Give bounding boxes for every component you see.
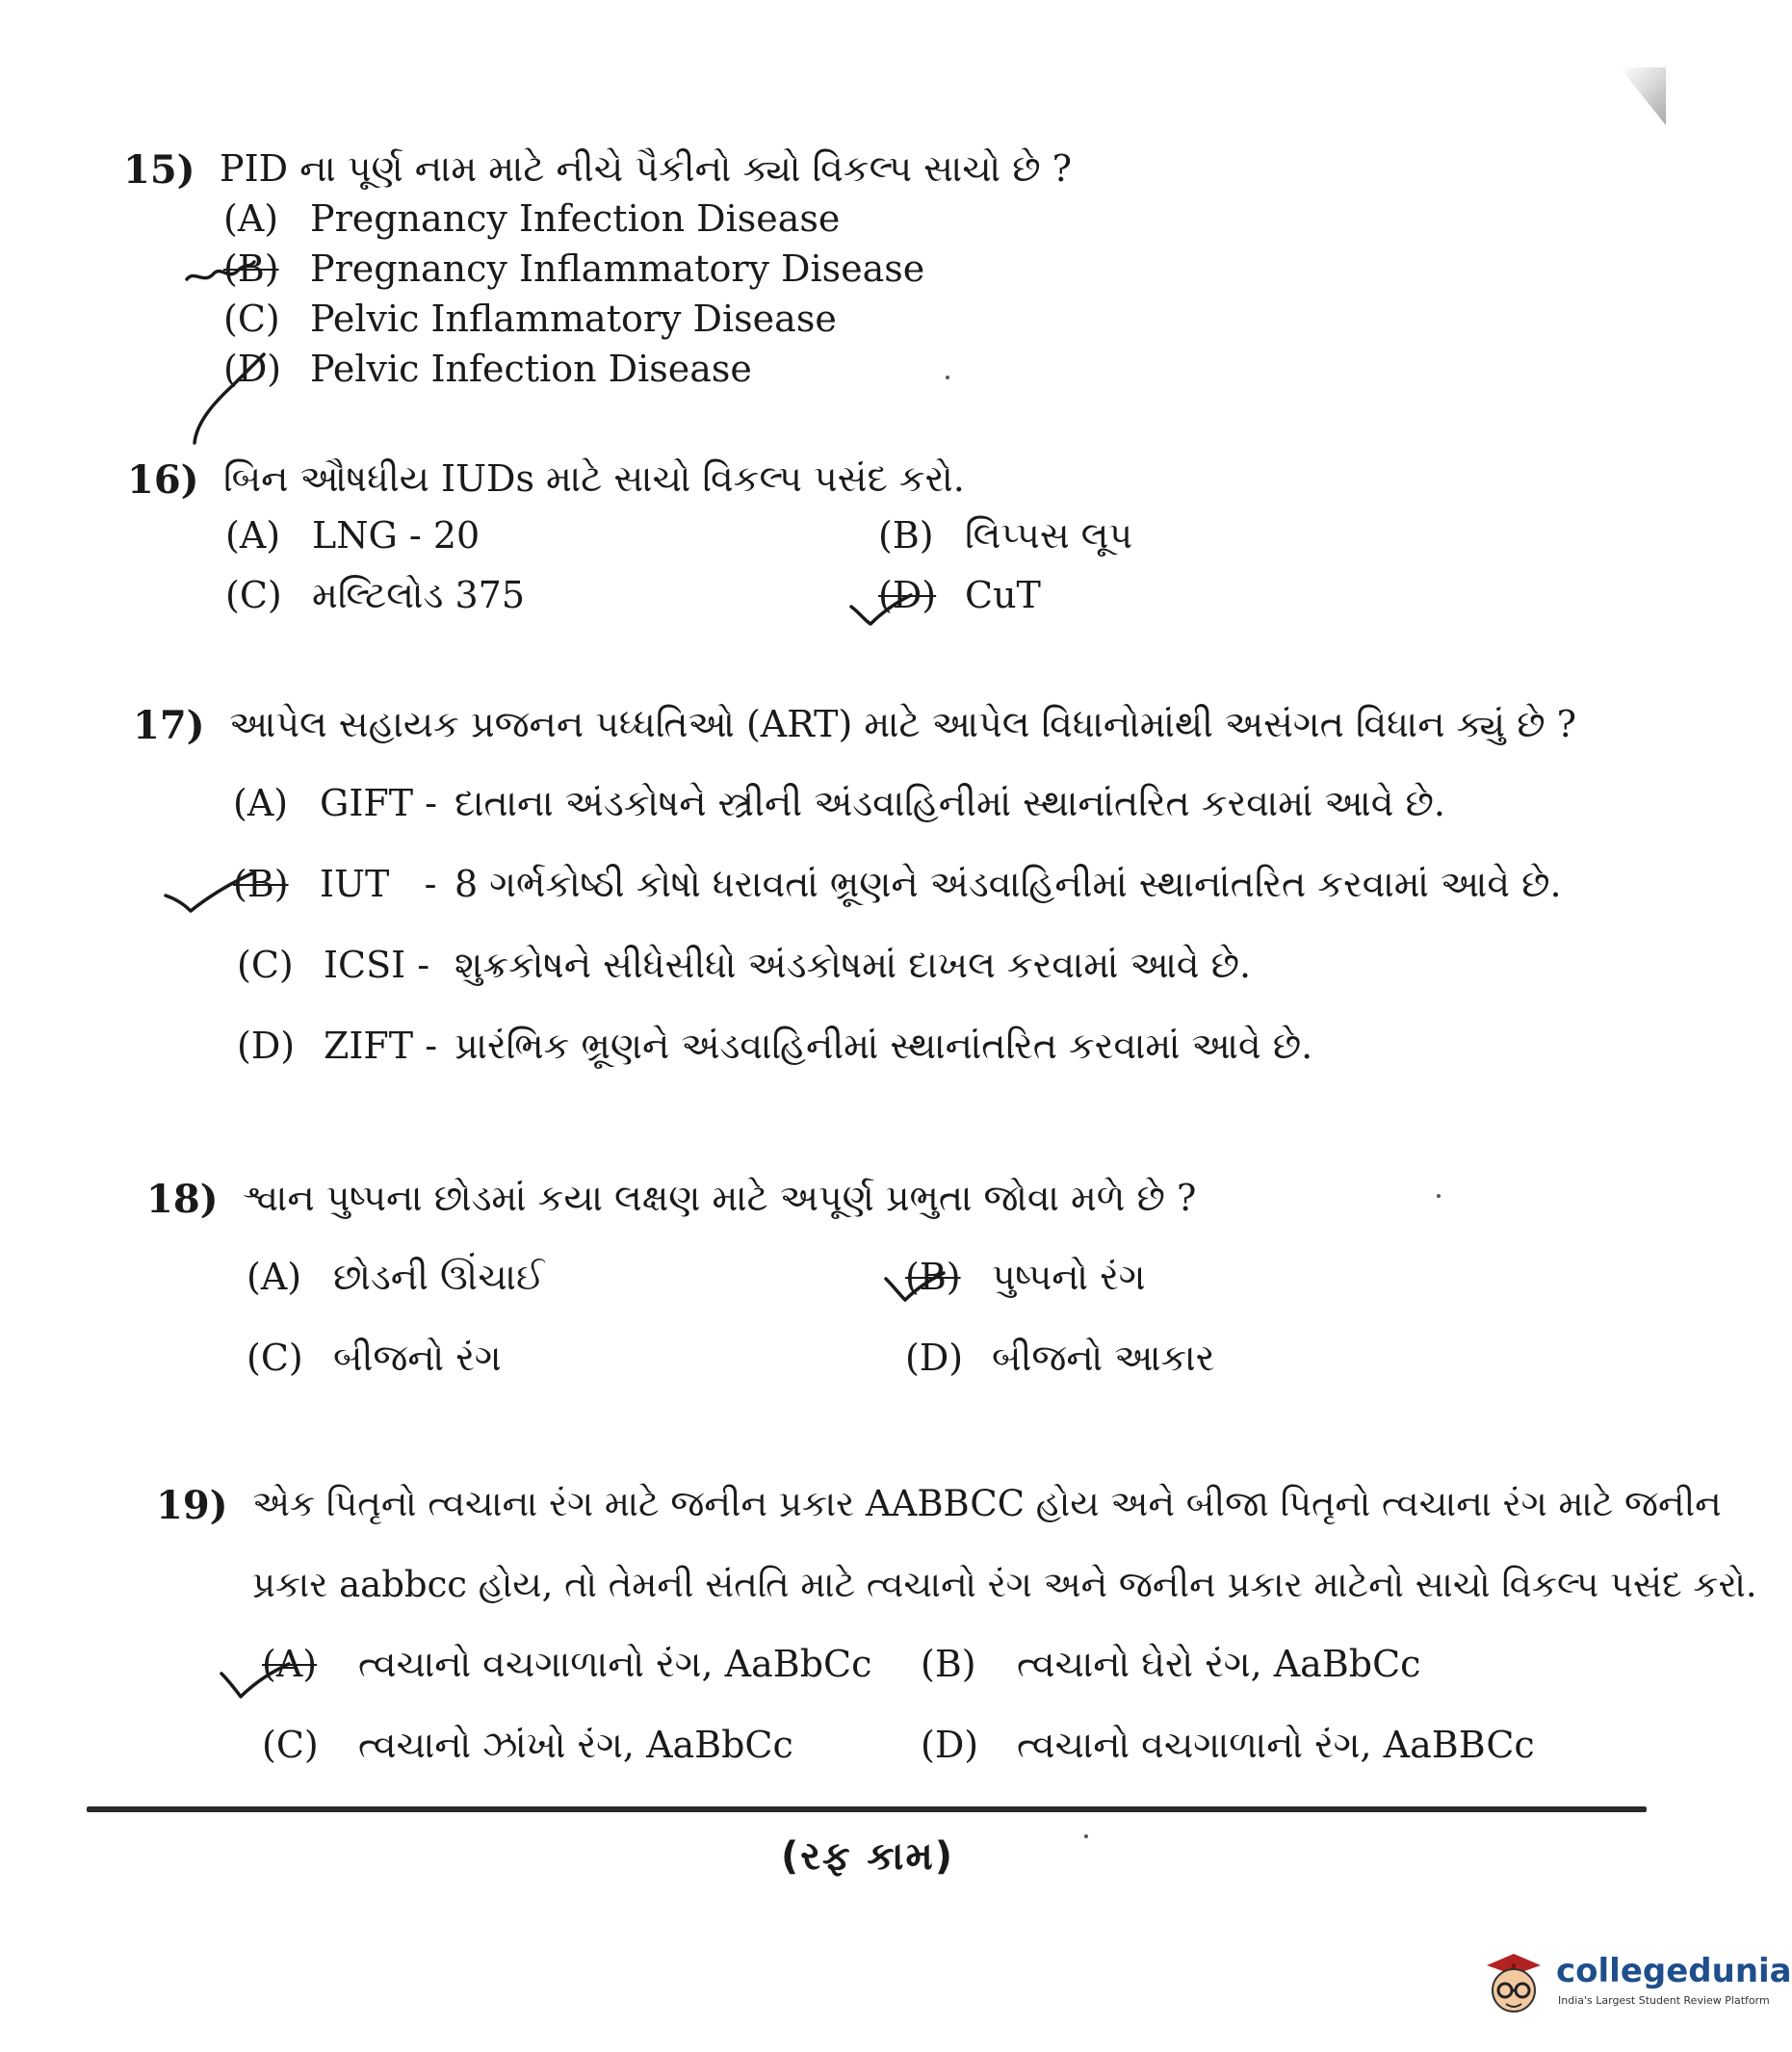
scan-speck	[1437, 1194, 1441, 1198]
option-d: (D) ZIFT - પ્રારંભિક ભ્રૂણને અંડવાહિનીમાં સ્થાનાંતરિત કરવામાં આવે છે.	[237, 1025, 1313, 1067]
option-b: (B) ત્વચાનો ઘેરો રંગ, AaBbCc	[921, 1643, 1421, 1685]
collegedunia-logo-icon	[1473, 1940, 1554, 2021]
brand-tagline: India's Largest Student Review Platform	[1558, 1994, 1770, 2007]
handwritten-tick-mark	[847, 591, 915, 630]
option-a: (A) Pregnancy Infection Disease	[223, 197, 841, 240]
option-b: (B) IUT - 8 ગર્ભકોષ્ઠી કોષો ધરાવતાં ભ્રૂણને અંડવાહિનીમાં સ્થાનાંતરિત કરવામાં આવે છે.	[233, 863, 1562, 905]
option-c: (C) મલ્ટિલોડ 375	[225, 574, 525, 616]
option-d: (D) Pelvic Infection Disease	[223, 348, 752, 390]
question-text: PID ના પૂર્ણ નામ માટે નીચે પૈકીનો ક્યો વિકલ્પ સાચો છે ?	[220, 147, 1073, 190]
question-number: 15)	[123, 147, 195, 193]
question-text: આપેલ સહાયક પ્રજનન પધ્ધતિઓ (ART) માટે આપેલ વિધાનોમાંથી અસંગત વિધાન ક્યું છે ?	[229, 703, 1577, 745]
option-d: (D) બીજનો આકાર	[905, 1337, 1215, 1379]
handwritten-tick-mark	[218, 1658, 295, 1701]
question-text: શ્વાન પુષ્પના છોડમાં કયા લક્ષણ માટે અપૂર્ણ પ્રભુતા જોવા મળે છે ?	[243, 1177, 1197, 1219]
option-c: (C) Pelvic Inflammatory Disease	[223, 298, 837, 340]
handwritten-tick-mark	[183, 347, 270, 453]
option-b: (B) પુષ્પનો રંગ	[905, 1256, 1146, 1298]
question-number: 19)	[156, 1483, 228, 1528]
question-number: 16)	[127, 457, 199, 503]
option-b: (B) લિપ્પસ લૂપ	[878, 514, 1133, 557]
brand-name: collegedunia	[1556, 1952, 1792, 1990]
option-a: (A) ત્વચાનો વચગાળાનો રંગ, AaBbCc	[262, 1643, 872, 1685]
collegedunia-watermark	[1473, 1940, 1792, 2027]
question-text-line-1: એક પિતૃનો ત્વચાના રંગ માટે જનીન પ્રકાર AABBCC હોય અને બીજા પિતૃનો ત્વચાના રંગ માટે જનીન	[252, 1483, 1722, 1524]
scan-corner-shadow	[1620, 67, 1666, 125]
question-text-line-2: પ્રકાર aabbcc હોય, તો તેમની સંતતિ માટે ત્વચાનો રંગ અને જનીન પ્રકાર માટેનો સાચો વિકલ્પ પસંદ કરો.	[252, 1564, 1757, 1605]
option-a: (A) LNG - 20	[225, 514, 480, 557]
handwritten-scribble-mark	[181, 252, 258, 291]
bottom-divider	[87, 1806, 1647, 1812]
option-d: (D) ત્વચાનો વચગાળાનો રંગ, AaBBCc	[921, 1724, 1535, 1766]
question-text: બિન ઔષધીય IUDs માટે સાચો વિકલ્પ પસંદ કરો.	[223, 457, 965, 500]
option-b: (B) Pregnancy Inflammatory Disease	[223, 247, 925, 290]
option-a: (A) છોડની ઊંચાઈ	[247, 1256, 545, 1298]
option-d: (D) CuT	[878, 574, 1041, 616]
scan-speck	[946, 376, 949, 379]
option-c: (C) ICSI - શુક્રકોષને સીધેસીધો અંડકોષમાં દાખલ કરવામાં આવે છે.	[237, 944, 1252, 986]
option-c: (C) ત્વચાનો ઝાંખો રંગ, AaBbCc	[262, 1724, 793, 1766]
rough-work-label: (રફ કામ)	[780, 1834, 954, 1879]
question-number: 18)	[146, 1177, 219, 1222]
option-c: (C) બીજનો રંગ	[247, 1337, 502, 1379]
scan-speck	[1084, 1834, 1088, 1838]
handwritten-tick-mark	[882, 1267, 949, 1306]
question-number: 17)	[133, 703, 205, 748]
handwritten-tick-mark	[162, 867, 258, 915]
option-a: (A) GIFT - દાતાના અંડકોષને સ્ત્રીની અંડવાહિનીમાં સ્થાનાંતરિત કરવામાં આવે છે.	[233, 782, 1445, 824]
